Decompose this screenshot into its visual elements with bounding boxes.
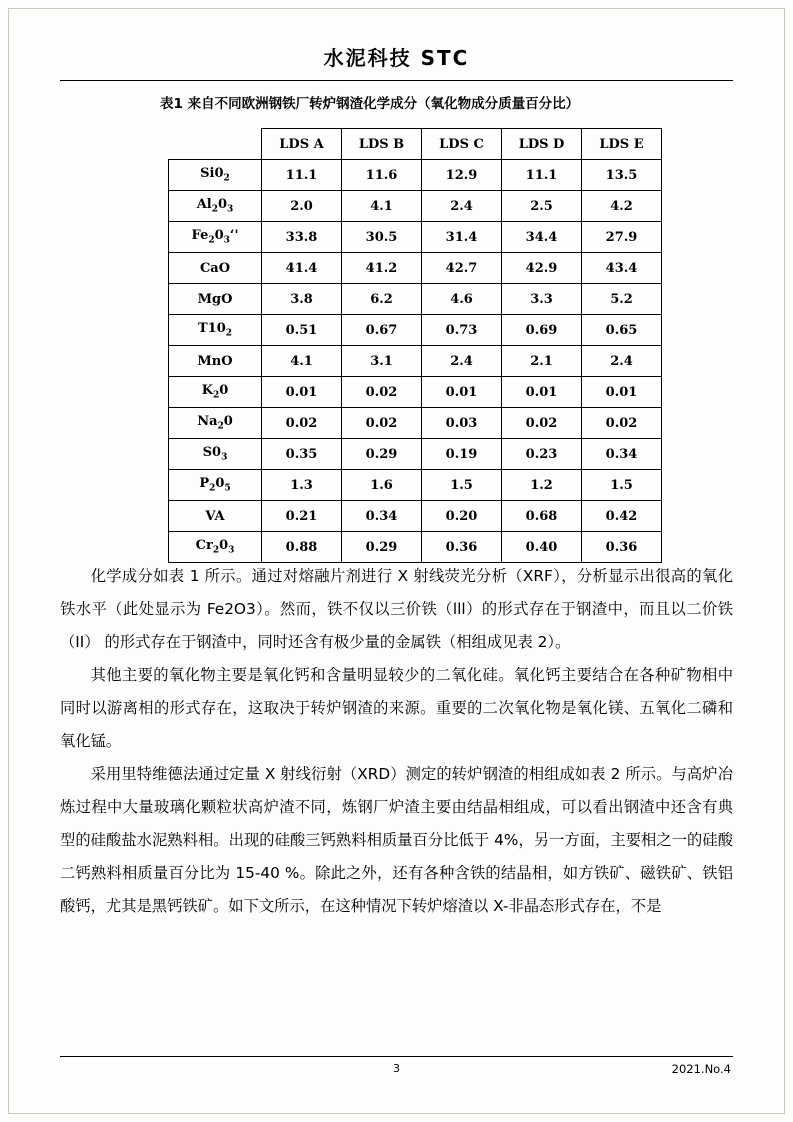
table-head <box>169 129 662 160</box>
table-cell: 0.69 <box>502 315 582 346</box>
table-cell: 2.5 <box>502 191 582 222</box>
table-row <box>169 408 662 439</box>
row-header: $P_20_5$ <box>169 470 262 501</box>
table-cell: 0.01 <box>582 377 662 408</box>
table-cell: 2.4 <box>422 191 502 222</box>
row-header: $Cr_20_3$ <box>169 532 262 563</box>
table-cell: 1.6 <box>342 470 422 501</box>
table-cell: 4.6 <box>422 284 502 315</box>
row-header: $Si0_2$ <box>169 160 262 191</box>
paragraph-2: 其他主要的氧化物主要是氧化钙和含量明显较少的二氧化硅。氧化钙主要结合在各种矿物相中同时以游离相的形式存在，这取决于转炉钢渣的来源。重要的二次氧化物是氧化镁、五氧化二磷和氧化锰。 <box>60 666 733 750</box>
table-cell: 1.3 <box>262 470 342 501</box>
table-header-row <box>169 129 662 160</box>
row-header: CaO <box>169 253 262 284</box>
issue-label: 2021.No.4 <box>671 1062 731 1076</box>
table-cell: 0.29 <box>342 439 422 470</box>
table-row <box>169 377 662 408</box>
table-cell: 31.4 <box>422 222 502 253</box>
table-cell: 0.65 <box>582 315 662 346</box>
row-header: $Al_20_3$ <box>169 191 262 222</box>
table-cell: 0.19 <box>422 439 502 470</box>
table-cell: 5.2 <box>582 284 662 315</box>
table-row <box>169 284 662 315</box>
table-row <box>169 346 662 377</box>
table-cell: 11.1 <box>502 160 582 191</box>
table-cell: 0.40 <box>502 532 582 563</box>
table-cell: 0.01 <box>502 377 582 408</box>
table-cell: 0.03 <box>422 408 502 439</box>
column-header-lds-a: LDS A <box>262 129 342 160</box>
row-header: $S0_3$ <box>169 439 262 470</box>
column-header-lds-c: LDS C <box>422 129 502 160</box>
table-cell: 2.0 <box>262 191 342 222</box>
table-cell: 0.02 <box>582 408 662 439</box>
table-cell: 0.02 <box>342 377 422 408</box>
table-row <box>169 253 662 284</box>
table-cell: 2.4 <box>422 346 502 377</box>
table-row <box>169 191 662 222</box>
table-cell: 3.1 <box>342 346 422 377</box>
table-row <box>169 532 662 563</box>
table-cell: 43.4 <box>582 253 662 284</box>
row-header: $Na_20$ <box>169 408 262 439</box>
row-header: $T10_2$ <box>169 315 262 346</box>
table-cell: 0.02 <box>262 408 342 439</box>
table-row <box>169 222 662 253</box>
row-header: VA <box>169 501 262 532</box>
table-cell: 2.1 <box>502 346 582 377</box>
page-number: 3 <box>393 1062 400 1075</box>
table-cell: 30.5 <box>342 222 422 253</box>
table-row <box>169 315 662 346</box>
table-cell: 41.4 <box>262 253 342 284</box>
table-cell: 3.8 <box>262 284 342 315</box>
table-cell: 0.68 <box>502 501 582 532</box>
table-cell: 0.67 <box>342 315 422 346</box>
table-cell: 0.21 <box>262 501 342 532</box>
row-header: $K_20$ <box>169 377 262 408</box>
column-header-lds-e: LDS E <box>582 129 662 160</box>
table-cell: 4.1 <box>342 191 422 222</box>
table-cell: 6.2 <box>342 284 422 315</box>
table-cell: 42.7 <box>422 253 502 284</box>
table-cell: 13.5 <box>582 160 662 191</box>
table-cell: 34.4 <box>502 222 582 253</box>
table-row <box>169 160 662 191</box>
table-cell: 0.01 <box>262 377 342 408</box>
table-cell: 0.23 <box>502 439 582 470</box>
chemical-composition-table <box>168 128 662 563</box>
table-cell: 3.3 <box>502 284 582 315</box>
column-header-lds-d: LDS D <box>502 129 582 160</box>
table-row <box>169 470 662 501</box>
table-cell: 0.20 <box>422 501 502 532</box>
header-divider <box>60 80 733 81</box>
table-caption: 表1 来自不同欧洲钢铁厂转炉钢渣化学成分（氧化物成分质量百分比） <box>160 96 580 112</box>
table-cell: 2.4 <box>582 346 662 377</box>
table-cell: 4.2 <box>582 191 662 222</box>
table-cell: 11.1 <box>262 160 342 191</box>
row-header: $Fe_20_3‘'$ <box>169 222 262 253</box>
table-cell: 0.02 <box>502 408 582 439</box>
table-corner-cell <box>169 129 262 160</box>
table-row <box>169 501 662 532</box>
table-cell: 41.2 <box>342 253 422 284</box>
paragraph-3: 采用里特维德法通过定量 X 射线衍射（XRD）测定的转炉钢渣的相组成如表 2 所示。与高炉冶炼过程中大量玻璃化颗粒状高炉渣不同，炼钢厂炉渣主要由结晶相组成，可以看出钢渣中还含有典型的硅酸盐水泥熟料相。出现的硅酸三钙熟料相质量百分比低于 4%，另一方面，主要相之一的硅酸二钙熟料相质量百分比为 15-40 %。除此之外，还有各种含铁的结晶相，如方铁矿、磁铁矿、铁铝酸钙，尤其是黑钙铁矿。如下文所示，在这种情况下转炉熔渣以 X-非晶态形式存在，不是 <box>60 765 733 915</box>
row-header: MnO <box>169 346 262 377</box>
article-body <box>60 560 733 923</box>
footer-divider <box>60 1056 733 1057</box>
table-cell: 0.29 <box>342 532 422 563</box>
table-cell: 0.36 <box>582 532 662 563</box>
table-cell: 0.73 <box>422 315 502 346</box>
row-header: MgO <box>169 284 262 315</box>
column-header-lds-b: LDS B <box>342 129 422 160</box>
table-cell: 0.34 <box>582 439 662 470</box>
table-body <box>169 160 662 563</box>
table-cell: 0.34 <box>342 501 422 532</box>
paragraph-1: 化学成分如表 1 所示。通过对熔融片剂进行 X 射线荧光分析（XRF），分析显示出很高的氧化铁水平（此处显示为 Fe2O3）。然而，铁不仅以三价铁（lll）的形式存在于钢渣中，而且以二价铁（II） 的形式存在于钢渣中，同时还含有极少量的金属铁（相组成见表 2）。 <box>60 567 733 651</box>
table-cell: 0.01 <box>422 377 502 408</box>
table-row <box>169 439 662 470</box>
table-cell: 42.9 <box>502 253 582 284</box>
table-cell: 0.36 <box>422 532 502 563</box>
table-cell: 12.9 <box>422 160 502 191</box>
table-cell: 0.51 <box>262 315 342 346</box>
table-cell: 0.42 <box>582 501 662 532</box>
table-cell: 0.88 <box>262 532 342 563</box>
table-cell: 27.9 <box>582 222 662 253</box>
table-cell: 1.5 <box>582 470 662 501</box>
table-cell: 1.5 <box>422 470 502 501</box>
table-cell: 11.6 <box>342 160 422 191</box>
page-header <box>60 42 733 71</box>
table-cell: 33.8 <box>262 222 342 253</box>
table-cell: 0.35 <box>262 439 342 470</box>
table-cell: 1.2 <box>502 470 582 501</box>
table-cell: 4.1 <box>262 346 342 377</box>
table-cell: 0.02 <box>342 408 422 439</box>
journal-title: 水泥科技 STC <box>323 46 470 70</box>
